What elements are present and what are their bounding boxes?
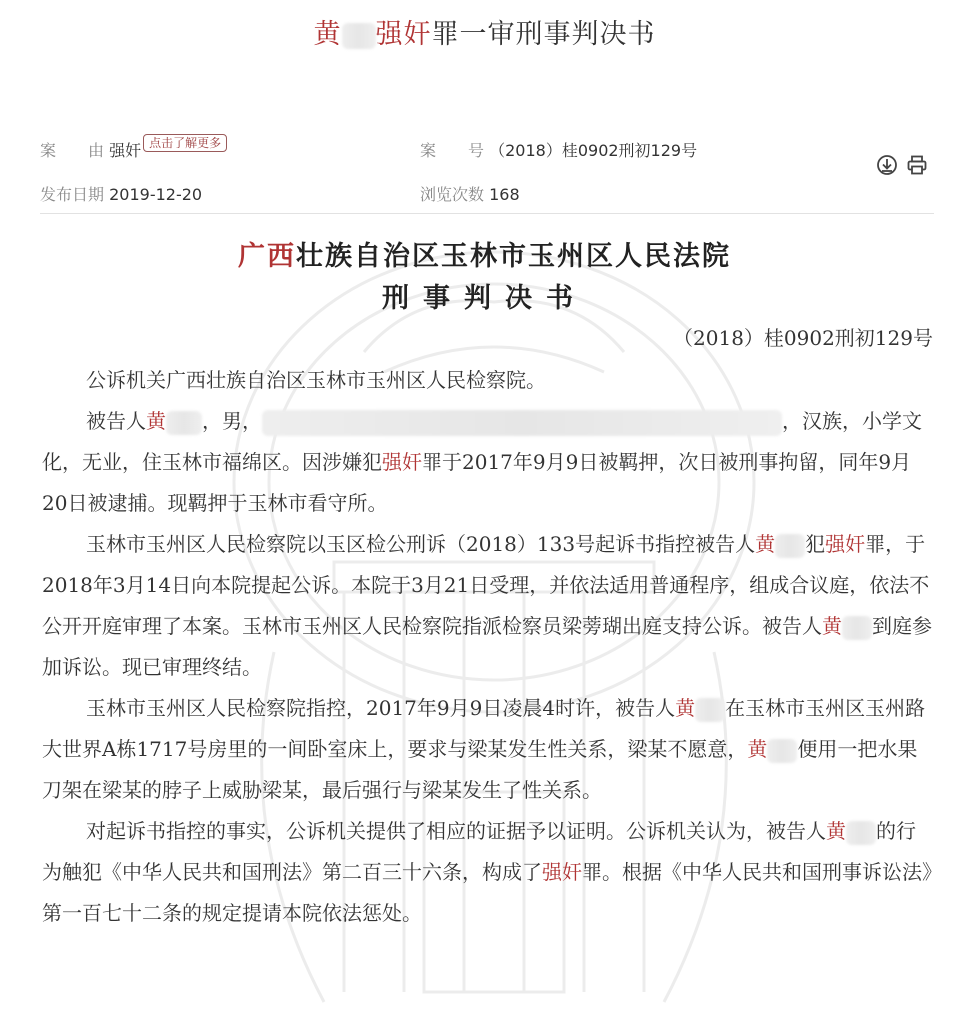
document-title: [0, 12, 969, 51]
divider: [40, 213, 934, 214]
paragraph-text: 犯: [805, 532, 826, 556]
paragraph-text: 对起诉书指控的事实，公诉机关提供了相应的证据予以证明。公诉机关认为，被告人: [86, 819, 826, 843]
cause-label: 案 由: [40, 141, 105, 160]
toolbar: [876, 154, 928, 176]
paragraph-charges: [42, 688, 932, 811]
views-row: [420, 182, 520, 205]
redaction-blur: [342, 23, 376, 49]
defendant-name: 黄: [826, 819, 846, 843]
paragraph-evidence: [42, 811, 932, 934]
redaction-blur: [166, 411, 202, 435]
cause-row: [40, 138, 227, 161]
defendant-name: 黄: [755, 532, 776, 556]
redaction-blur: [767, 739, 797, 763]
judgment-title: 刑事判决书: [382, 283, 587, 314]
redaction-blur: [262, 410, 782, 436]
caseno-label: 案 号: [420, 141, 485, 160]
paragraph-defendant: [42, 401, 932, 524]
title-rest: 罪一审刑事判决书: [431, 19, 656, 50]
paragraph-text: 玉林市玉州区人民检察院指控，2017年9月9日凌晨4时许，被告人: [86, 696, 676, 720]
paragraph-text: 的行为触犯《中华人民共和国刑法》第二百三十六条，构成了: [42, 819, 916, 884]
paragraph-text: 被告人: [86, 409, 146, 433]
paragraph-text: 在玉林市玉州区玉州路大世界A栋1717号房里的一间卧室床上，要求与梁某发生性关系，梁某不愿意，: [42, 696, 926, 761]
more-info-link[interactable]: 点击了解更多: [143, 134, 227, 152]
paragraph-text: ，男，: [202, 409, 262, 433]
paragraph-text: 罪于2017年9月9日被羁押，次日被刑事拘留，同年9月20日被逮捕。现羁押于玉林市看守所。: [42, 450, 912, 515]
redaction-blur: [846, 821, 876, 845]
date-value: 2019-12-20: [109, 185, 203, 204]
redaction-blur: [775, 534, 805, 558]
paragraph-text: 罪，于2018年3月14日向本院提起公诉。本院于3月21日受理，并依法适用普通程序，组成合议庭，依法不公开开庭审理了本案。玉林市玉州区人民检察院指派检察员梁蒡瑚出庭支持公诉。被告人: [42, 532, 930, 638]
paragraph-text: 罪。根据《中华人民共和国刑事诉讼法》第一百七十二条的规定提请本院依法惩处。: [42, 860, 932, 925]
views-value: 168: [489, 185, 520, 204]
caseno-value: （2018）桂0902刑初129号: [489, 141, 698, 160]
court-name: [0, 234, 969, 273]
title-crime: 强奸: [375, 19, 432, 50]
defendant-name: 黄: [747, 737, 768, 761]
date-label: 发布日期: [40, 185, 105, 204]
paragraph-text: ，汉族，小学文化，无业，住玉林市福绵区。因涉嫌犯: [42, 409, 922, 474]
paragraph-prosecutor: [42, 360, 932, 401]
crime-name: 强奸: [542, 860, 582, 884]
redaction-blur: [842, 616, 872, 640]
case-number-heading: （2018）桂0902刑初129号: [673, 326, 933, 350]
paragraph-text: 便用一把水果刀架在梁某的脖子上威胁梁某，最后强行与梁某发生了性关系。: [42, 737, 918, 802]
print-icon[interactable]: [906, 154, 928, 176]
court-name-rest: 壮族自治区玉林市玉州区人民法院: [296, 241, 731, 272]
court-name-region: 广西: [238, 241, 296, 272]
defendant-name: 黄: [146, 409, 166, 433]
defendant-name: 黄: [822, 614, 842, 638]
paragraph-text: 到庭参加诉讼。现已审理终结。: [42, 614, 932, 679]
judgment-body: [42, 360, 932, 934]
paragraph-indictment: [42, 524, 932, 688]
defendant-name: 黄: [675, 696, 696, 720]
paragraph-text: 玉林市玉州区人民检察院以玉区检公刑诉（2018）133号起诉书指控被告人: [86, 532, 756, 556]
crime-name: 强奸: [825, 532, 866, 556]
paragraph-text: 公诉机关广西壮族自治区玉林市玉州区人民检察院。: [86, 368, 546, 392]
publish-date-row: [40, 182, 202, 205]
views-label: 浏览次数: [420, 185, 485, 204]
title-name: 黄: [313, 19, 342, 50]
cause-value: 强奸: [109, 141, 142, 160]
redaction-blur: [695, 698, 725, 722]
case-number-row: [420, 138, 697, 161]
download-icon[interactable]: [876, 154, 898, 176]
crime-name: 强奸: [382, 450, 422, 474]
